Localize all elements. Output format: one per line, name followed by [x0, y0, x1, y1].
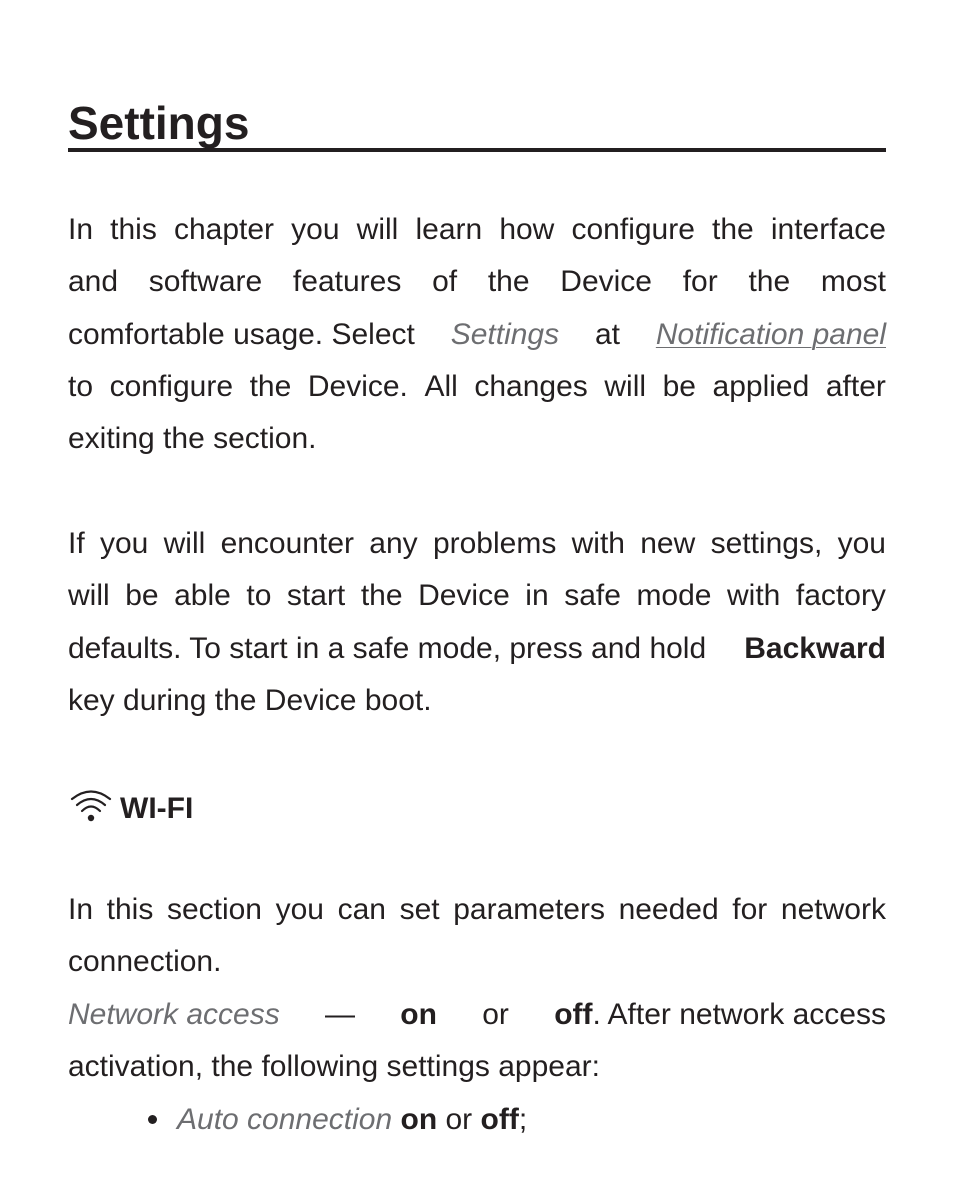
wifi-line-2: connection. [68, 945, 222, 979]
word: to [246, 579, 272, 613]
word: All [424, 369, 458, 403]
word: with [727, 579, 781, 613]
intro-line-2 [68, 256, 886, 308]
backward-key: Backward [744, 631, 886, 665]
notification-panel-link[interactable]: Notification panel [655, 317, 886, 351]
wifi-section-heading [68, 780, 193, 830]
auto-connection-term: Auto connection [177, 1103, 393, 1136]
intro-line-5: exiting the section. [68, 422, 317, 456]
word: will [68, 579, 110, 613]
after-text: . After network access [592, 997, 886, 1031]
word: you [275, 893, 324, 926]
off-value: off [480, 1103, 519, 1136]
word: settings, [710, 527, 823, 560]
safe-line-3 [68, 623, 886, 675]
word: configure [571, 213, 695, 246]
word: be [125, 579, 159, 613]
word: this [106, 893, 154, 926]
word: this [110, 213, 157, 246]
semicolon: ; [518, 1103, 528, 1136]
word: If [68, 527, 85, 560]
word: interface [770, 213, 886, 246]
title-rule [68, 88, 886, 152]
word: will [604, 369, 647, 403]
word: new [640, 527, 696, 560]
or-text: or [482, 997, 509, 1031]
word: In [68, 213, 94, 246]
on-value: on [400, 997, 437, 1031]
word: will [356, 213, 399, 246]
word: for [732, 893, 768, 926]
safe-text: defaults. To start in a safe mode, press and hold [68, 631, 707, 665]
word: you [837, 527, 886, 560]
safe-line-1 [68, 518, 886, 570]
word: learn [415, 213, 483, 246]
wifi-line-4: activation, the following settings appear: [68, 1049, 600, 1083]
word: the [712, 213, 754, 246]
word: factory [795, 579, 886, 613]
or-text: or [445, 1103, 473, 1136]
intro-text: at [594, 317, 620, 351]
word: the [748, 265, 791, 299]
on-value: on [400, 1103, 438, 1136]
off-phrase [554, 989, 886, 1041]
off-value: off [554, 997, 593, 1031]
intro-line-4 [68, 361, 886, 413]
word: safe [564, 579, 621, 613]
intro-text: comfortable usage. Select [68, 317, 415, 351]
word: with [571, 527, 625, 560]
list-item [148, 1094, 527, 1146]
word: Device. [307, 369, 408, 403]
word: you [291, 213, 340, 246]
word: to [68, 369, 94, 403]
word: problems [432, 527, 557, 560]
word: Device [560, 265, 652, 299]
intro-paragraph [68, 204, 886, 465]
word: start [286, 579, 346, 613]
word: can [337, 893, 386, 926]
dash: — [325, 997, 356, 1031]
word: software [148, 265, 263, 299]
word: of [432, 265, 458, 299]
bullet-icon [148, 1115, 157, 1124]
wifi-icon [68, 786, 114, 824]
word: Device [418, 579, 510, 613]
word: you [99, 527, 149, 560]
word: changes [474, 369, 588, 403]
safe-mode-paragraph [68, 518, 886, 727]
word: most [820, 265, 886, 299]
word: mode [636, 579, 712, 613]
word: how [499, 213, 555, 246]
intro-line-3 [68, 309, 886, 361]
word: applied [712, 369, 810, 403]
word: able [174, 579, 231, 613]
word: needed [618, 893, 719, 926]
word: In [68, 893, 94, 926]
wifi-line-1 [68, 884, 886, 936]
word: be [662, 369, 696, 403]
word: will [163, 527, 206, 560]
safe-line-4: key during the Device boot. [68, 683, 432, 717]
word: in [525, 579, 549, 613]
word: section [166, 893, 262, 926]
word: encounter [220, 527, 354, 560]
word: set [399, 893, 440, 926]
wifi-line-3 [68, 989, 886, 1041]
wifi-paragraph [68, 884, 886, 1093]
network-access-term: Network access [68, 997, 280, 1031]
safe-line-2 [68, 570, 886, 622]
word: for [682, 265, 718, 299]
wifi-section-title: WI-FI [120, 792, 194, 825]
word: configure [109, 369, 234, 403]
word: after [825, 369, 886, 403]
word: the [487, 265, 530, 299]
settings-term: Settings [450, 317, 560, 351]
word: and [68, 265, 119, 299]
word: any [369, 527, 418, 560]
word: the [249, 369, 292, 403]
word: chapter [173, 213, 275, 246]
intro-line-1 [68, 204, 886, 256]
word: parameters [453, 893, 605, 926]
word: features [292, 265, 402, 299]
page-title: Settings [68, 97, 250, 149]
word: network [780, 893, 886, 926]
word: the [360, 579, 403, 613]
